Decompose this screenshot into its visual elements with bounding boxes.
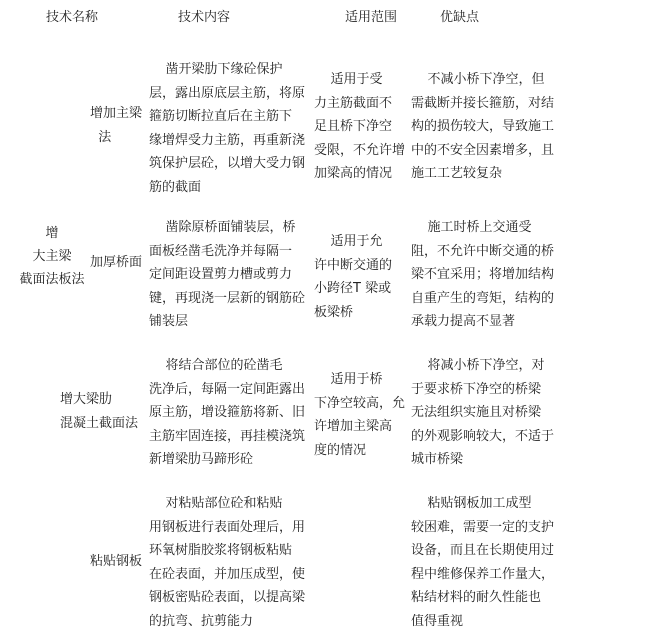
header-application-scope: 适用范围: [345, 10, 398, 25]
row-1-proscons: 不减小桥下净空，但 需截断并接长箍筋，对结 构的损伤较大，导致施工 中的不安全因素增多，且 施工工艺较复杂: [411, 72, 555, 181]
row-2-content: 凿除原桥面铺装层，桥 面板经凿毛洗净并每隔一 定间距设置剪力槽或剪力 键，再现浇一层新的钢筋砼 铺装层: [149, 220, 306, 329]
row-2-name: 加厚桥面: [90, 255, 143, 270]
header-technology-content: 技术内容: [178, 10, 231, 25]
header-pros-cons: 优缺点: [440, 10, 480, 25]
row-3-scope: 适用于桥 下净空较高，允 许增加主梁高 度的情况: [314, 372, 406, 458]
row-4-proscons: 粘贴钢板加工成型 较困难，需要一定的支护 设备，而且在长期使用过 程中维修保养工作量大， 粘结材料的耐久性能也 值得重视: [411, 496, 555, 629]
row-1-content: 凿开梁肋下缘砼保护 层，露出原底层主筋，将原 箍筋切断拉直后在主筋下 缘增焊受力主筋，再重新浇 筑保护层砼，以增大受力钢 筋的截面: [149, 62, 306, 195]
header-technology-name: 技术名称: [46, 10, 99, 25]
row-1-name: 增加主梁 法: [90, 106, 143, 145]
category-cell: 增 大主梁 截面法板法: [19, 226, 85, 287]
row-3-name: 增大梁肋 混凝土截面法: [60, 392, 139, 431]
row-2-scope: 适用于允 许中断交通的 小跨径T 梁或 板梁桥: [314, 234, 393, 320]
row-1-scope: 适用于受 力主筋截面不 足且桥下净空 受限，不允许增 加梁高的情况: [314, 72, 406, 181]
row-3-proscons: 将减小桥下净空，对 于要求桥下净空的桥梁 无法组织实施且对桥梁 的外观影响较大，不适于 城市桥梁: [411, 358, 555, 467]
row-2-proscons: 施工时桥上交通受 阻，不允许中断交通的桥 梁不宜采用；将增加结构 自重产生的弯矩，结构的 承载力提高不显著: [411, 220, 555, 329]
row-4-content: 对粘贴部位砼和粘贴 用钢板进行表面处理后，用 环氧树脂胶浆将钢板粘贴 在砼表面，并加压成型，使 钢板密贴砼表面，以提高梁 的抗弯、抗剪能力: [149, 496, 306, 629]
row-4-name: 粘贴钢板: [90, 554, 143, 569]
row-3-content: 将结合部位的砼凿毛 洗净后，每隔一定间距露出 原主筋，增设箍筋将新、旧 主筋牢固连接，再挂模浇筑 新增梁肋马蹄形砼: [149, 358, 306, 467]
